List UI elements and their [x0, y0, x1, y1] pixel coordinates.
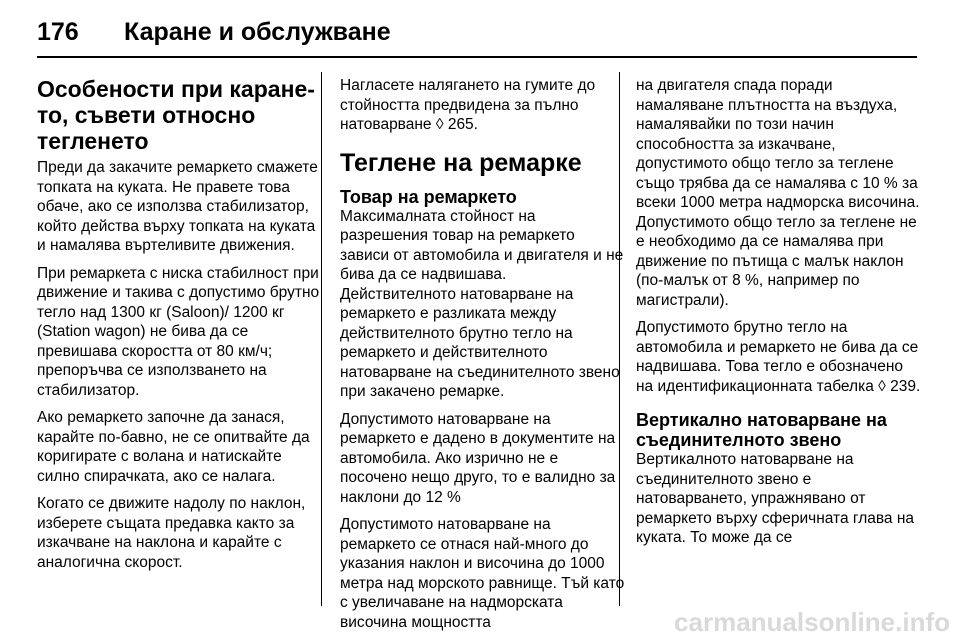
page-number: 176: [37, 18, 79, 46]
watermark: carmanualsonline.info: [674, 607, 950, 637]
paragraph: Ако ремаркето започне да занася, карайте по-бавно, не се опитвайте да коригирате с волана и натискайте силно спирачката, ако се налага.: [37, 409, 310, 485]
column-1: [37, 76, 322, 580]
subheading-trailer-load: Товар на ремаркето: [340, 186, 517, 207]
heading-towing-tips: Особености при карането, съвети относно тегленето: [37, 76, 315, 154]
paragraph: Допустимото натоварване на ремаркето се отнася най-много до указания наклон и височина до 1000 метра над морското равнище. Тъй като с увеличаване на надморската височина мощността: [340, 516, 625, 631]
column-2: [340, 76, 625, 640]
paragraph: на двигателя спада поради намаляване плътността на въздуха, намалявайки по този начин способността за изкачване, допустимото общо тегло за теглене също трябва да се намалява с 10 % за всеки 1000 метра надморска височина. Допустимото общо тегло за теглене не е необходимо да се намалява при движение по пътища с малък наклон (по-малък от 8 %, например по магистрали).: [636, 77, 920, 309]
heading-trailer-towing: Теглене на ремарке: [340, 148, 582, 177]
paragraph: При ремаркета с ниска стабилност при движение и такива с допустимо брутно тегло над 1300 кг (Saloon)/ 1200 кг (Station wagon) не бива да се превишава скоростта от 80 км/ч; препоръчва се използването на стабилизатор.: [37, 264, 320, 399]
header-rule: [37, 56, 917, 58]
paragraph: Допустимото натоварване на ремаркето е дадено в документите на автомобила. Ако изрично не е посочено нещо друго, то е валидно за наклони до 12 %: [340, 410, 616, 506]
paragraph: Преди да закачите ремаркето смажете топката на куката. Не правете това обаче, ако се използва стабилизатор, който действа върху топката на куката и намалява въртеливите движения.: [37, 159, 318, 254]
subheading-vertical-load: Вертикално натоварване на съединителното звено: [636, 410, 887, 450]
column-3: [636, 76, 921, 556]
page-header: [37, 16, 920, 56]
paragraph: Допустимото брутно тегло на автомобила и ремаркето не бива да се надвишава. Това тегло е обозначено на идентификационната табелка ◊ 239.: [636, 319, 921, 395]
paragraph: Максималната стойност на разрешения товар на ремаркето зависи от автомобила и двигателя и не бива да се надвишава. Действителното натоварване на ремаркето е разликата между действителното брутно тегло на ремаркето и действителното натоварване на съединителното звено при закачено ремарке.: [340, 207, 624, 400]
section-title: Каране и обслужване: [124, 18, 391, 46]
paragraph: Вертикалното натоварване на съединителното звено е натоварването, упражнявано от ремаркето върху сферичната глава на куката. То може да се: [636, 451, 915, 546]
paragraph: Нагласете налягането на гумите до стойността предвидена за пълно натоварване ◊ 265.: [340, 77, 596, 133]
paragraph: Когато се движите надолу по наклон, изберете същата предавка както за изкачване на наклона и карайте с аналогична скорост.: [37, 495, 306, 571]
